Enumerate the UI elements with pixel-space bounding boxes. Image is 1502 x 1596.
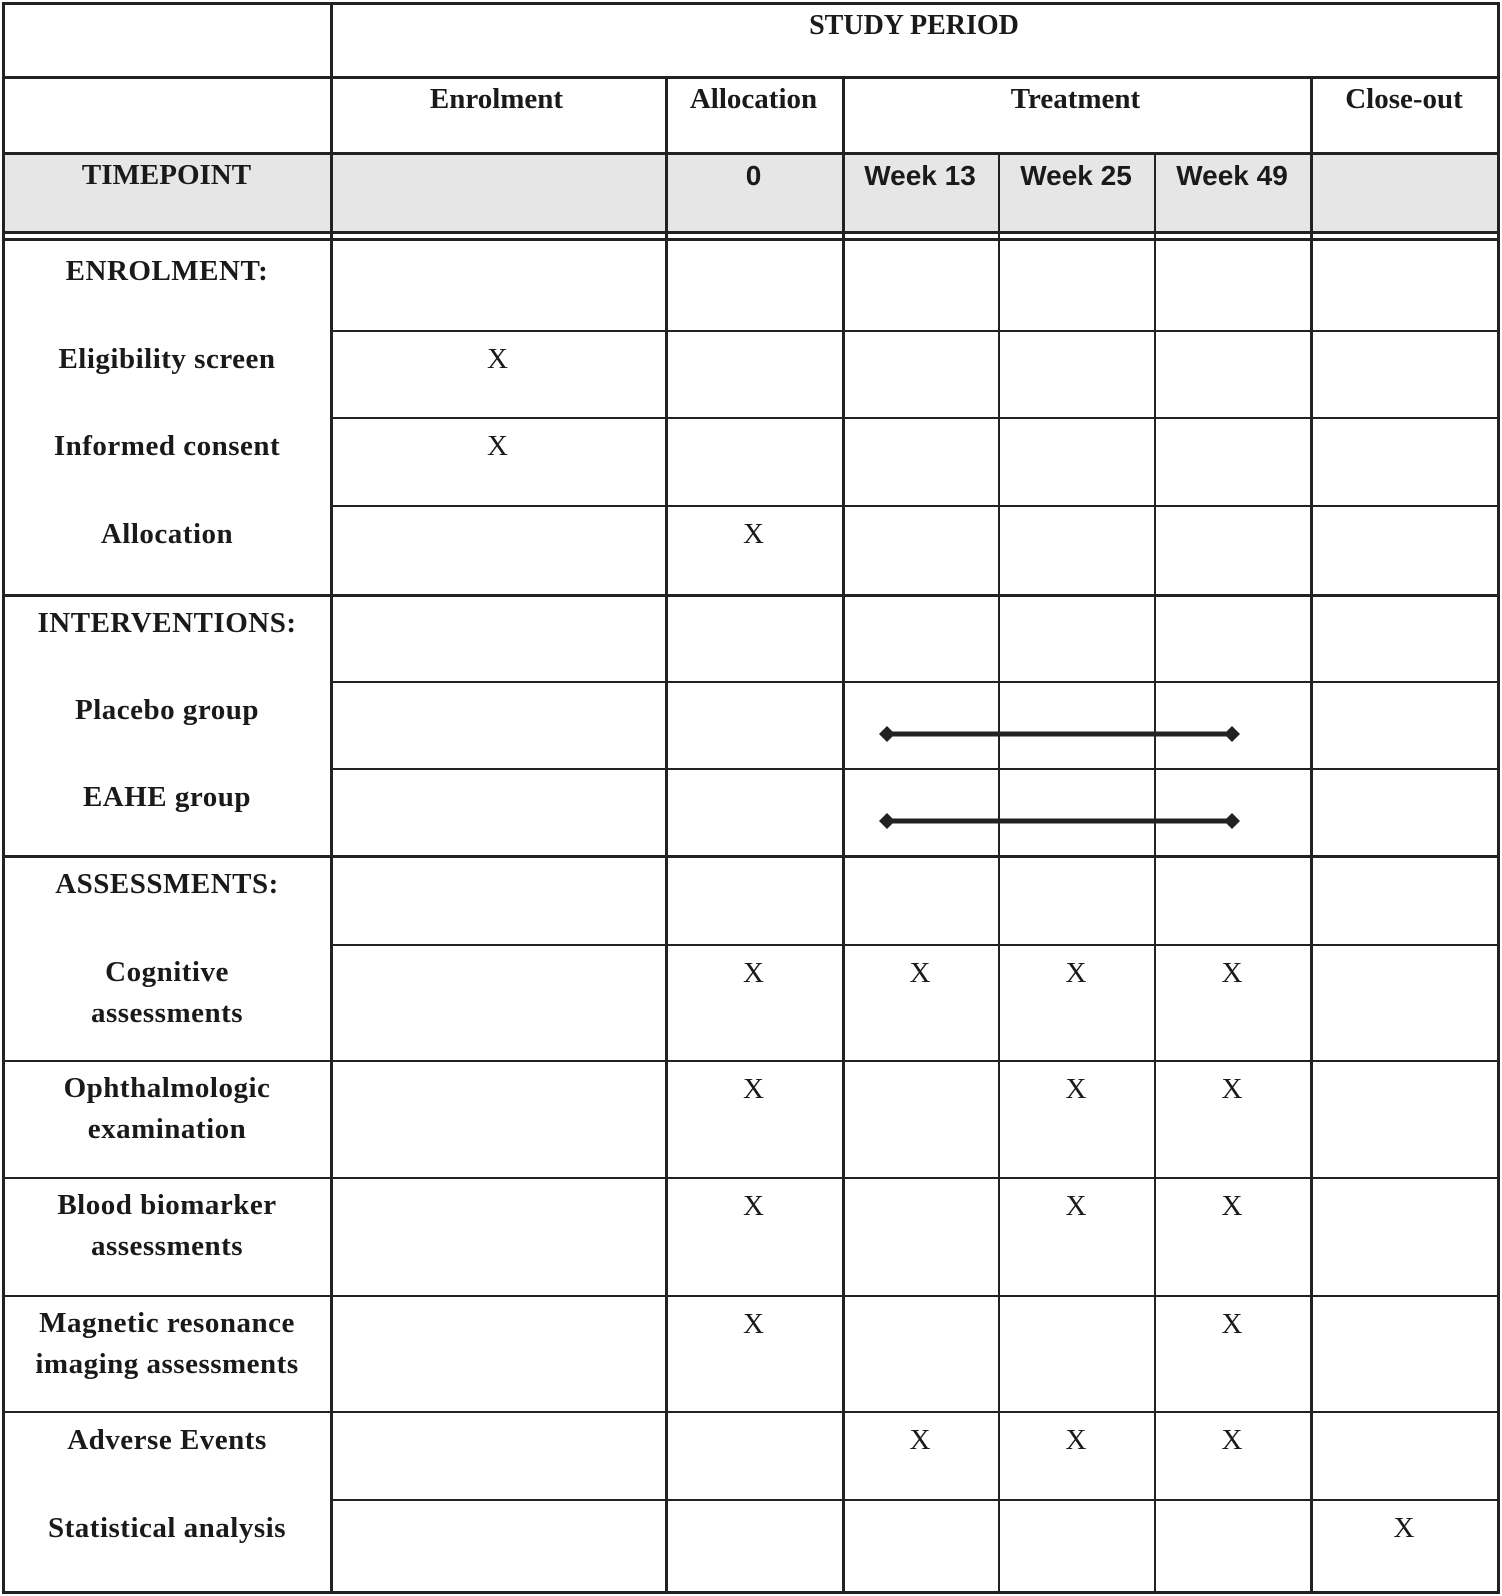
grid-line [330, 944, 1500, 946]
mark-x: X [1221, 1189, 1243, 1222]
mark-x: X [743, 1307, 764, 1340]
row-label-placebo-group: Placebo group [75, 693, 259, 726]
mark-x: X [487, 342, 508, 375]
mark-x: X [743, 1189, 764, 1222]
bar-start-diamond [879, 813, 895, 829]
grid-line [2, 238, 1500, 241]
grid-line [2, 1411, 1500, 1413]
row-label-blood-biomarker-assessments: Blood biomarker assessments [57, 1189, 277, 1262]
grid-line [2, 76, 1500, 79]
grid-line [1310, 78, 1313, 1594]
row-label-magnetic-resonance-imaging-assessments: Magnetic resonance imaging assessments [35, 1307, 299, 1380]
mark-x: X [743, 517, 764, 550]
grid-line [2, 152, 1500, 155]
mark-x: X [1221, 956, 1243, 989]
row-label-eligibility-screen: Eligibility screen [58, 342, 276, 375]
grid-line [330, 330, 1500, 332]
mark-x: X [743, 956, 764, 989]
timepoint-week-13: Week 13 [864, 159, 976, 191]
grid-line [330, 417, 1500, 419]
mark-x: X [743, 1072, 764, 1105]
grid-line [330, 505, 1500, 507]
mark-x: X [1065, 1423, 1087, 1456]
timepoint-label: TIMEPOINT [81, 158, 252, 191]
timepoint-allocation: 0 [745, 159, 762, 191]
grid-line [2, 1060, 1500, 1062]
grid-line [330, 2, 333, 1594]
row-label-allocation: Allocation [100, 517, 234, 550]
row-label-cognitive-assessments: Cognitive assessments [90, 956, 244, 1029]
phase-treatment: Treatment [1010, 82, 1141, 115]
grid-line [665, 78, 668, 1594]
mark-x: X [909, 956, 931, 989]
grid-line [330, 1499, 1500, 1501]
grid-line [2, 1295, 1500, 1297]
table-border-left [2, 2, 5, 1594]
row-label-statistical-analysis: Statistical analysis [48, 1511, 286, 1544]
mark-x: X [909, 1423, 931, 1456]
section-title-enrolment: ENROLMENT: [65, 254, 269, 287]
row-label-informed-consent: Informed consent [53, 429, 281, 462]
mark-x: X [1065, 1072, 1087, 1105]
section-title-assessments: ASSESSMENTS: [55, 867, 279, 900]
grid-line [1154, 154, 1156, 1594]
bar-end-diamond [1224, 726, 1240, 742]
section-divider [2, 855, 1500, 858]
row-label-ophthalmologic-examination: Ophthalmologic examination [63, 1072, 271, 1145]
table-border-right [1497, 2, 1500, 1594]
mark-x: X [1221, 1307, 1243, 1340]
section-title-interventions: INTERVENTIONS: [37, 606, 297, 639]
phase-close-out: Close-out [1345, 82, 1463, 115]
phase-allocation: Allocation [689, 82, 818, 115]
table-border-bottom [2, 1591, 1500, 1594]
grid-line [998, 154, 1000, 1594]
mark-x: X [487, 429, 508, 462]
grid-line [2, 1177, 1500, 1179]
table-border-top [2, 2, 1500, 5]
mark-x: X [1065, 956, 1087, 989]
mark-x: X [1221, 1423, 1243, 1456]
section-divider [2, 594, 1500, 597]
grid-line [330, 681, 1500, 683]
mark-x: X [1393, 1511, 1415, 1544]
mark-x: X [1221, 1072, 1243, 1105]
grid-line [330, 768, 1500, 770]
phase-enrolment: Enrolment [429, 82, 564, 115]
bar-start-diamond [879, 726, 895, 742]
bar-end-diamond [1224, 813, 1240, 829]
grid-line [2, 231, 1500, 234]
grid-line [842, 78, 845, 1594]
row-label-eahe-group: EAHE group [82, 780, 252, 813]
timepoint-week-25: Week 25 [1020, 159, 1132, 191]
timepoint-week-49: Week 49 [1176, 159, 1288, 191]
row-label-adverse-events: Adverse Events [67, 1423, 267, 1456]
study-period-heading: STUDY PERIOD [809, 9, 1019, 41]
mark-x: X [1065, 1189, 1087, 1222]
